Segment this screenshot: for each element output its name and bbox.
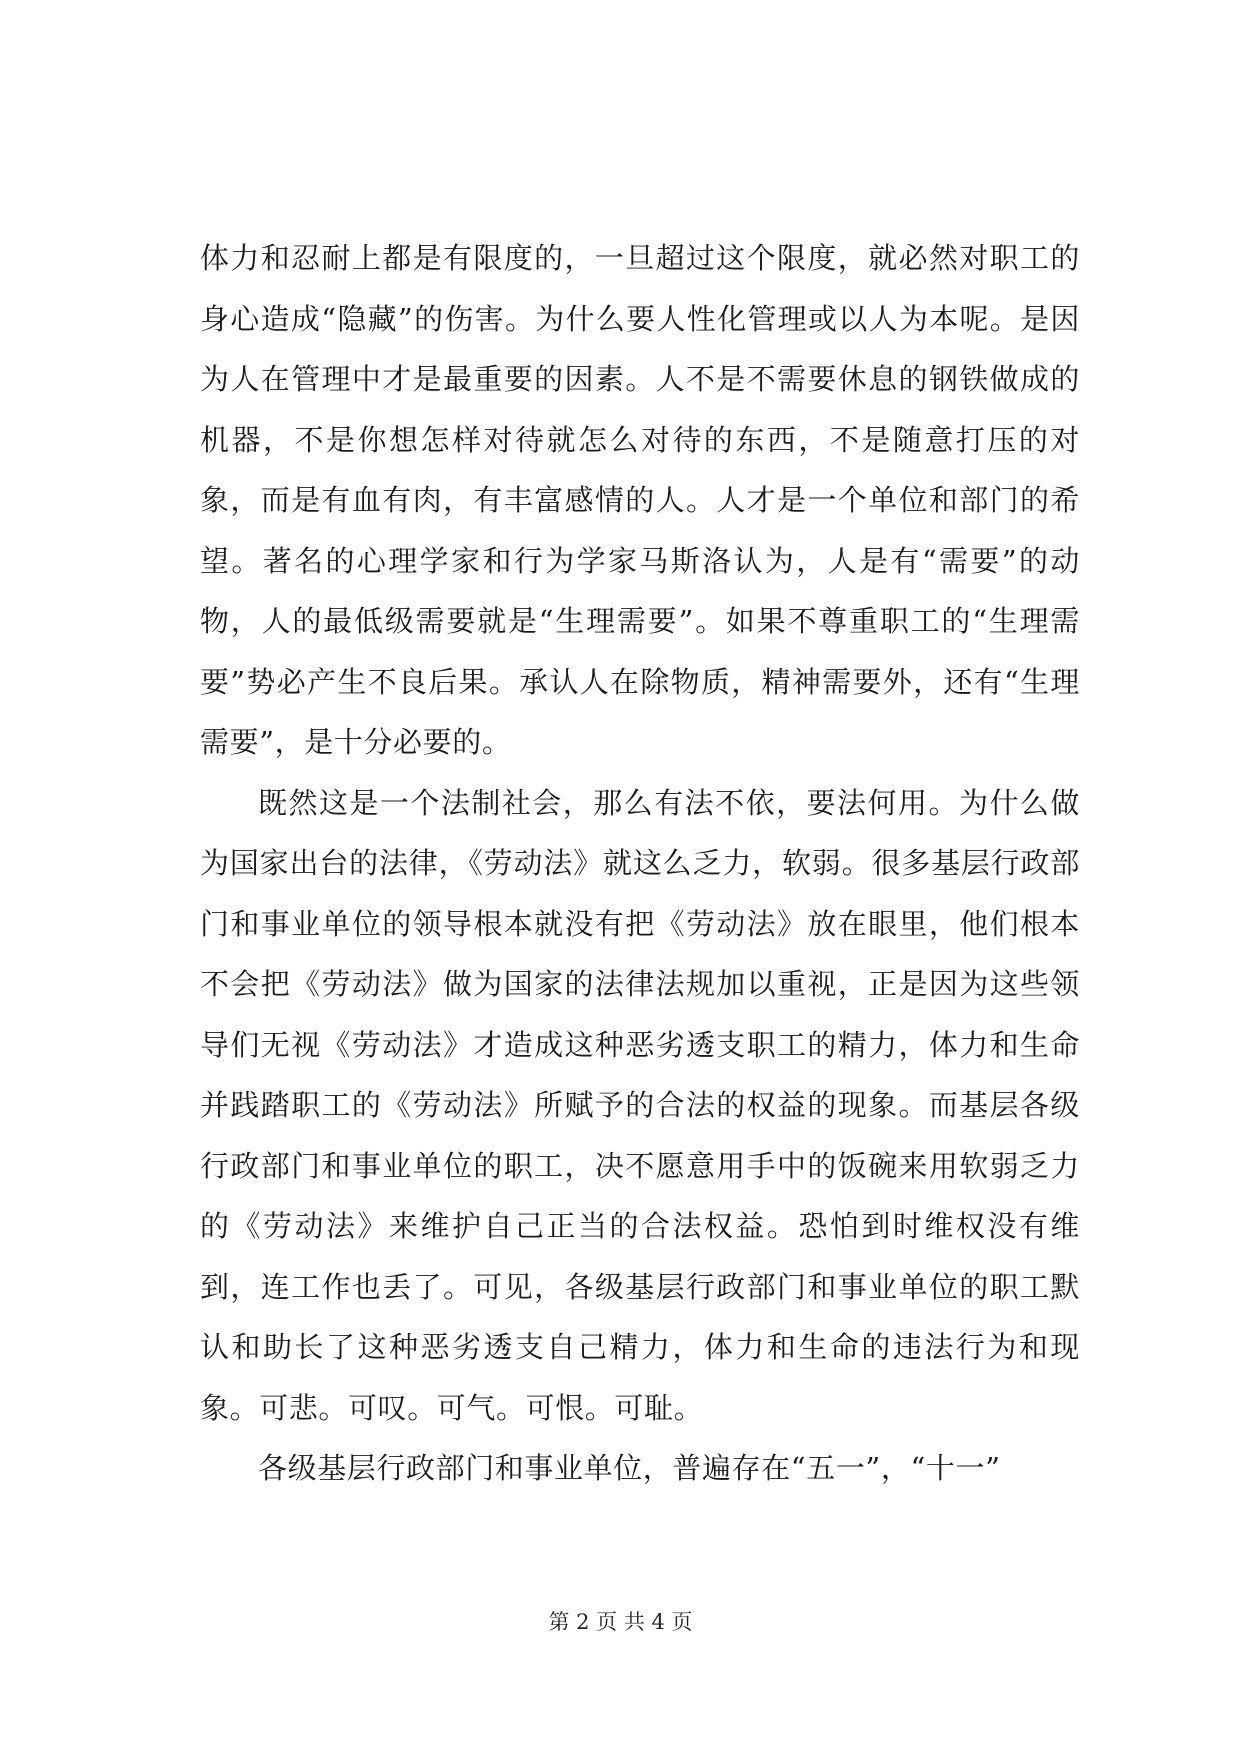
document-body bbox=[200, 228, 1080, 1499]
paragraph-1: 体力和忍耐上都是有限度的，一旦超过这个限度，就必然对职工的身心造成“隐藏”的伤害。为什么要人性化管理或以人为本呢。是因为人在管理中才是最重要的因素。人不是不需要休息的钢铁做成的机器，不是你想怎样对待就怎么对待的东西，不是随意打压的对象，而是有血有肉，有丰富感情的人。人才是一个单位和部门的希望。著名的心理学家和行为学家马斯洛认为，人是有“需要”的动物，人的最低级需要就是“生理需要”。如果不尊重职工的“生理需要”势必产生不良后果。承认人在除物质，精神需要外，还有“生理需要”，是十分必要的。 bbox=[200, 241, 1080, 759]
page-number-footer: 第 2 页 共 4 页 bbox=[548, 1610, 693, 1634]
paragraph-3: 各级基层行政部门和事业单位，普遍存在“五一”，“十一” bbox=[258, 1451, 1001, 1485]
paragraph-2: 既然这是一个法制社会，那么有法不依，要法何用。为什么做为国家出台的法律，《劳动法》就这么乏力，软弱。很多基层行政部门和事业单位的领导根本就没有把《劳动法》放在眼里，他们根本不会把《劳动法》做为国家的法律法规加以重视，正是因为这些领导们无视《劳动法》才造成这种恶劣透支职工的精力，体力和生命并践踏职工的《劳动法》所赋予的合法的权益的现象。而基层各级行政部门和事业单位的职工，决不愿意用手中的饭碗来用软弱乏力的《劳动法》来维护自己正当的合法权益。恐怕到时维权没有维到，连工作也丢了。可见，各级基层行政部门和事业单位的职工默认和助长了这种恶劣透支自己精力，体力和生命的违法行为和现象。可悲。可叹。可气。可恨。可耻。 bbox=[200, 785, 1080, 1425]
